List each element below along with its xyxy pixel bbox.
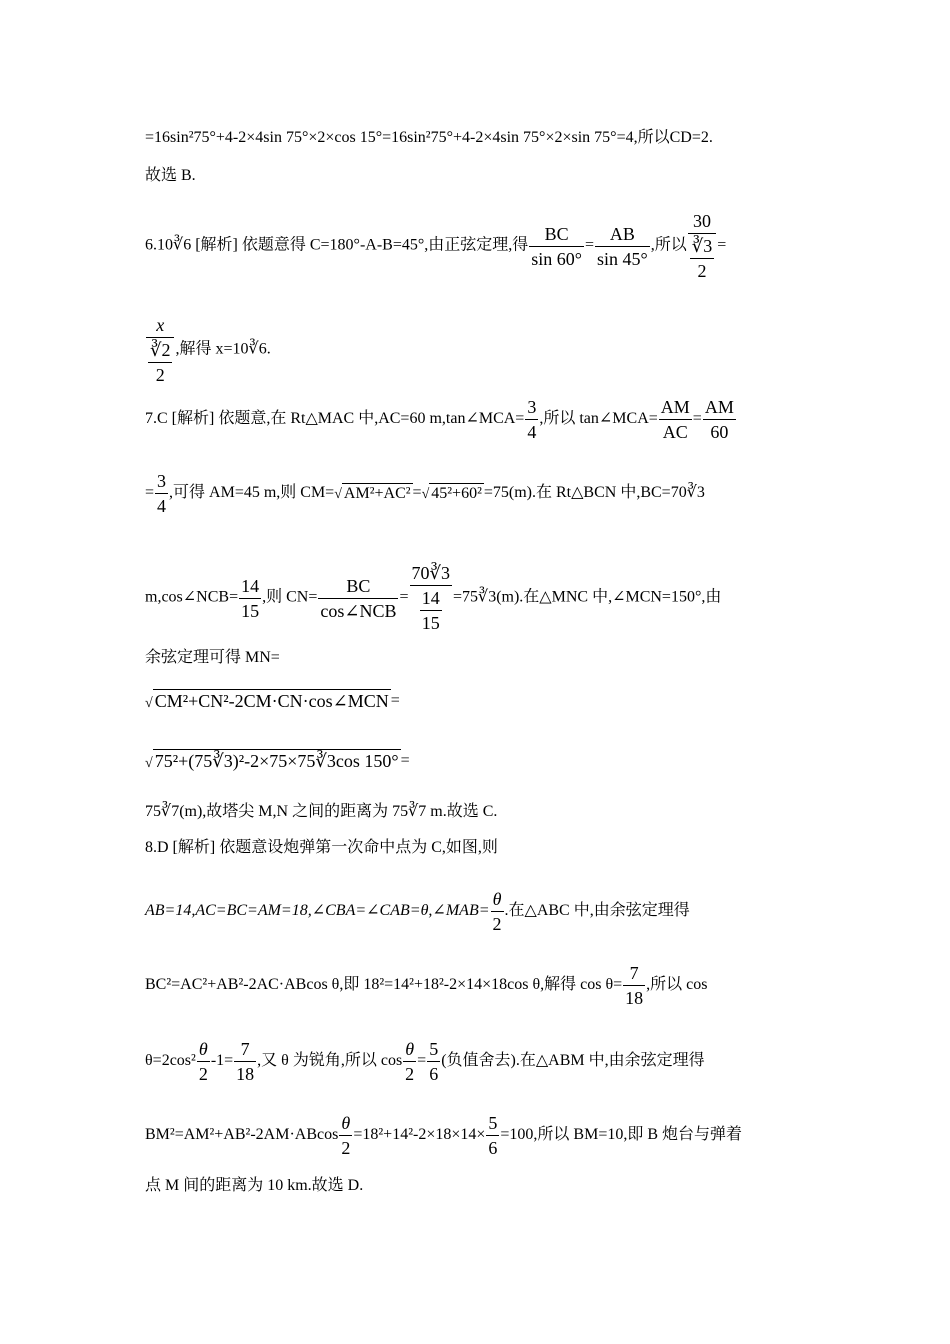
q7-line-3: m,cos∠NCB= $\frac{14}{15}$ ,则 CN= $\frac{BC}{\text{cos∠NCB}}$ = $\frac{70∛3}{\frac{14}{15}}$ =75∛3(m).在△MNC 中,∠MCN=150°,由 (145, 563, 722, 633)
line-2: 故选 B. (145, 167, 196, 184)
q8-line: 8.D [解析] 依题意设炮弹第一次命中点为 C,如图,则 (145, 839, 498, 856)
fraction: $\frac{AM}{60}$ (704, 397, 734, 442)
fraction: $\frac{5}{6}$ (429, 1039, 439, 1084)
q7-line-4: 余弦定理可得 MN= (145, 649, 280, 666)
fraction: $\frac{5}{6}$ (488, 1113, 498, 1158)
q8-line-6: 点 M 间的距离为 10 km.故选 D. (145, 1177, 364, 1194)
radical: √ 75²+(75∛3)²-2×75×75∛3cos 150° (145, 751, 399, 771)
q8-line-2: AB=14,AC=BC=AM=18,∠CBA=∠CAB=θ,∠MAB= $\frac{\theta}{2}$ .在△ABC 中,由余弦定理得 (145, 889, 690, 934)
radical: √ AM²+AC² (334, 484, 411, 502)
fraction: $\frac{7}{18}$ (236, 1039, 255, 1084)
q7-line: 7.C [解析] 依题意,在 Rt△MAC 中,AC=60 m,tan∠MCA= $\frac{3}{4}$ ,所以 tan∠MCA= $\frac{AM}{AC}$ = $\frac{AM}{60}$ (145, 397, 734, 442)
fraction: $\frac{\theta}{2}$ (341, 1113, 351, 1158)
fraction: $\frac{3}{4}$ (157, 471, 167, 516)
radical: √ CM²+CN²-2CM·CN·cos∠MCN (145, 691, 389, 711)
q7-line-5: √ CM²+CN²-2CM·CN·cos∠MCN = (145, 691, 400, 711)
fraction: $\frac{BC}{\sin 60^\circ}$ (531, 223, 582, 269)
fraction: $\frac{\theta}{2}$ (198, 1039, 208, 1084)
q6-line: 6.10∛6 [解析] 依题意得 C=180°-A-B=45°,由正弦定理,得 $\frac{BC}{\sin 60^\circ}$ = $\frac{AB}{\sin 45^\circ}$ ,所以 $\frac{30}{\frac{∛3}{2}}$ = (145, 211, 727, 281)
fraction: $\frac{BC}{\text{cos∠NCB}}$ (320, 575, 397, 621)
q7-line-7: 75∛7(m),故塔尖 M,N 之间的距离为 75∛7 m.故选 C. (145, 803, 498, 820)
fraction: $\frac{70∛3}{\frac{14}{15}}$ (411, 563, 450, 633)
line-1: =16sin²75°+4-2×4sin 75°×2×cos 15°=16sin²75°+4-2×4sin 75°×2×sin 75°=4,所以CD=2. (145, 129, 713, 146)
fraction: $\frac{x}{\frac{∛2}{2}}$ (146, 316, 174, 384)
radical: √ 45²+60² (421, 484, 482, 502)
q7-line-6: √ 75²+(75∛3)²-2×75×75∛3cos 150° = (145, 751, 410, 771)
q6-line-2: $\frac{x}{\frac{∛2}{2}}$ ,解得 x=10∛6. (145, 316, 271, 384)
q7-line-2: = $\frac{3}{4}$ ,可得 AM=45 m,则 CM=√ AM²+AC² =√ 45²+60² =75(m).在 Rt△BCN 中,BC=70∛3 (145, 471, 705, 516)
q8-line-4: θ=2cos² $\frac{\theta}{2}$ -1= $\frac{7}{18}$ ,又 θ 为锐角,所以 cos $\frac{\theta}{2}$ = $\frac{5}{6}$ (负值舍去).在△ABM 中,由余弦定理得 (145, 1039, 705, 1084)
q8-line-5: BM²=AM²+AB²-2AM·ABcos $\frac{\theta}{2}$ =18²+14²-2×18×14× $\frac{5}{6}$ =100,所以 BM=10,即 B 炮台与弹着 (145, 1113, 743, 1158)
fraction: $\frac{\theta}{2}$ (405, 1039, 415, 1084)
fraction: $\frac{7}{18}$ (625, 963, 644, 1008)
fraction: $\frac{14}{15}$ (241, 575, 260, 621)
q8-line-3: BC²=AC²+AB²-2AC·ABcos θ,即 18²=14²+18²-2×14×18cos θ,解得 cos θ= $\frac{7}{18}$ ,所以 cos (145, 963, 708, 1008)
fraction: $\frac{AB}{\sin 45^\circ}$ (597, 223, 648, 269)
fraction: $\frac{AM}{AC}$ (660, 397, 690, 442)
fraction: $\frac{\theta}{2}$ (492, 889, 502, 934)
fraction: $\frac{30}{\frac{∛3}{2}}$ (688, 212, 716, 280)
fraction: $\frac{3}{4}$ (527, 397, 537, 442)
